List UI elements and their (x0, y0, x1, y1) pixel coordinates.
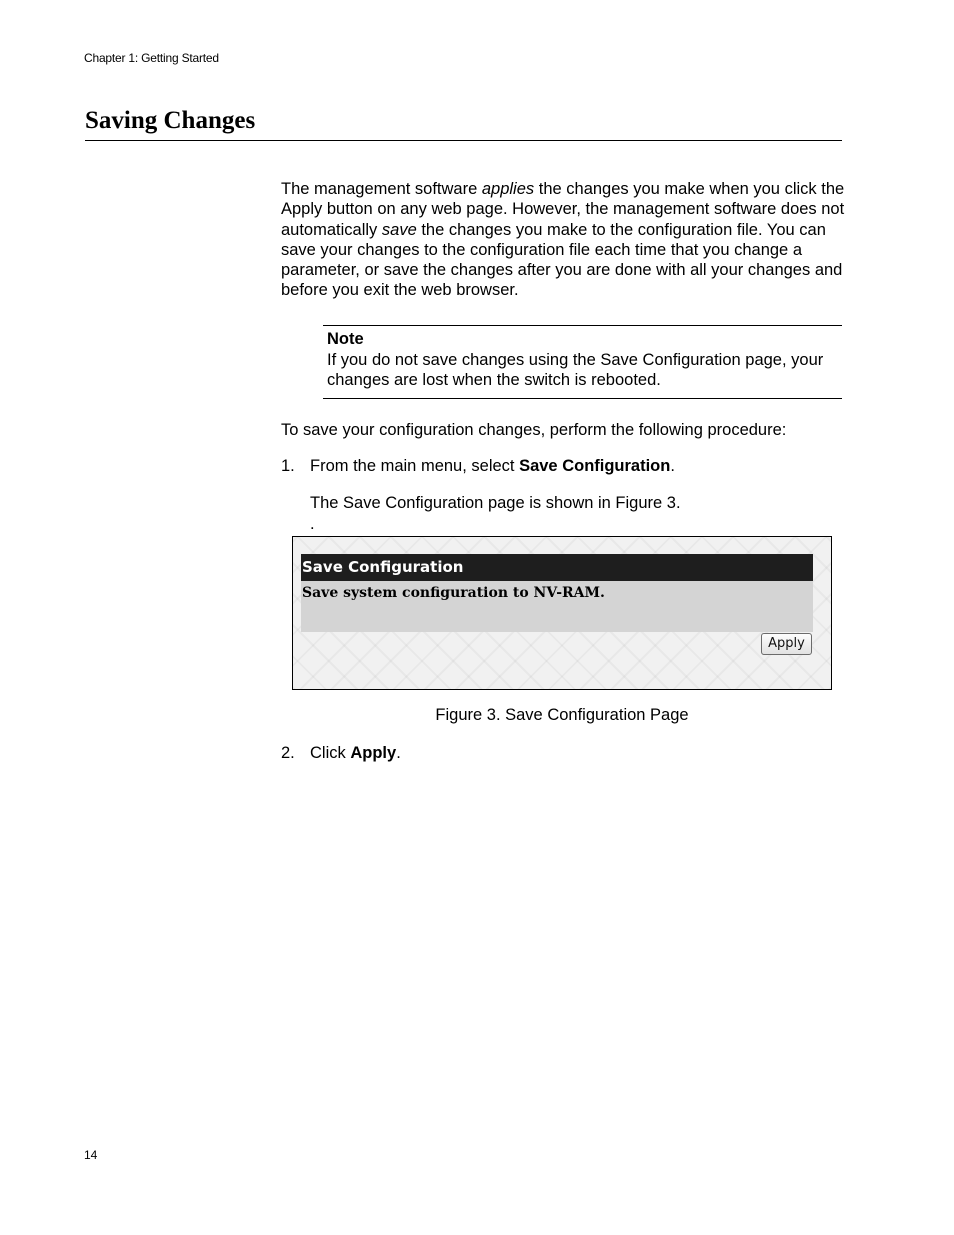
title-rule (85, 140, 842, 141)
figure-header-bar (301, 554, 813, 581)
apply-button[interactable]: Apply (761, 633, 812, 655)
note-text: If you do not save changes using the Save Configuration page, your changes are lost when the switch is rebooted. (327, 351, 824, 390)
note-box (323, 325, 842, 399)
step-2-text: Click (310, 744, 351, 762)
note-heading: Note (327, 330, 364, 348)
intro-text-3: the changes you make to the configuration file. You can save your changes to the configuration file each time that you change a parameter, or save the changes after you are done with all your changes and before you exit the web browser. (281, 220, 843, 300)
procedure-intro: To save your configuration changes, perform the following procedure: (281, 421, 787, 439)
step-2-bold: Apply (350, 744, 397, 762)
figure-body-text: Save system configuration to NV-RAM. (302, 585, 605, 601)
step-2-number: 2. (281, 744, 295, 762)
running-head: Chapter 1: Getting Started (84, 51, 219, 65)
step-1-bold: Save Configuration (519, 457, 671, 475)
step-1-text: From the main menu, select (310, 457, 520, 475)
step-1-end: . (670, 457, 675, 475)
intro-text-1: The management software (281, 180, 482, 198)
step-1-detail: The Save Configuration page is shown in Figure 3. (310, 494, 681, 512)
figure-header-title: Save Configuration (302, 558, 464, 576)
step-2 (281, 743, 401, 763)
step-1 (281, 456, 675, 476)
figure-body-panel (301, 581, 813, 632)
step-1-number: 1. (281, 457, 295, 475)
intro-text-2: the changes you make when you click the Apply button on any web page. However, the management software does not automatically (281, 180, 845, 239)
stray-dot: . (310, 515, 315, 533)
step-2-end: . (396, 744, 401, 762)
page-number: 14 (84, 1148, 98, 1162)
intro-emphasis-save: save (381, 220, 417, 239)
intro-emphasis-applies: applies (481, 180, 535, 198)
section-title: Saving Changes (85, 107, 256, 134)
figure-caption: Figure 3. Save Configuration Page (435, 706, 689, 724)
save-configuration-figure (292, 536, 832, 690)
intro-paragraph (281, 179, 846, 301)
